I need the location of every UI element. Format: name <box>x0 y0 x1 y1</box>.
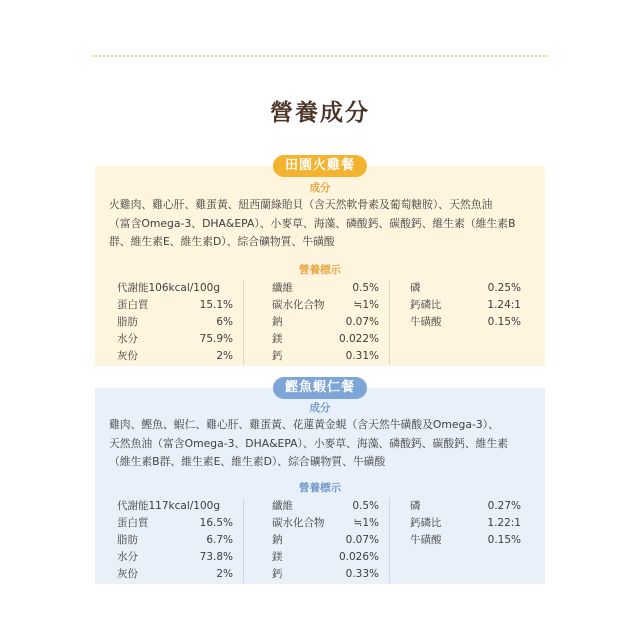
nutrition-heading: 營養標示 <box>299 263 341 276</box>
nutrient-label: 鈣 <box>272 349 283 362</box>
ingredients-line: （維生素B群、維生素E、維生素D）、綜合礦物質、牛磺酸 <box>109 455 386 468</box>
nutrient-value: 0.33% <box>345 567 379 580</box>
nutrient-label: 磷 <box>410 499 421 512</box>
nutrition-column <box>244 280 390 365</box>
nutrient-label: 鎂 <box>272 550 283 563</box>
nutrition-row <box>410 498 521 515</box>
ingredients-line: 雞肉、鰹魚、蝦仁、雞心肝、雞蛋黃、花蓮黃金蜆（含天然牛磺酸及Omega-3）、 <box>109 418 499 431</box>
nutrition-table <box>109 498 531 583</box>
nutrition-table <box>109 280 531 365</box>
nutrient-value: 73.8% <box>199 550 233 563</box>
nutrient-label: 纖維 <box>272 281 293 294</box>
nutrient-label: 鈉 <box>272 533 283 546</box>
nutrient-label: 灰份 <box>117 567 138 580</box>
ingredients-text <box>109 416 531 472</box>
nutrition-column <box>244 498 390 583</box>
nutrition-row <box>272 297 379 314</box>
nutrient-label: 牛磺酸 <box>410 533 442 546</box>
nutrition-row <box>117 515 233 532</box>
nutrient-label: 水分 <box>117 332 138 345</box>
nutrient-value: ≒1% <box>353 298 379 311</box>
ingredients-text <box>109 196 531 252</box>
dotted-divider <box>92 55 548 57</box>
nutrient-label: 鈣磷比 <box>410 516 442 529</box>
nutrition-row <box>117 348 233 365</box>
nutrient-value: 0.27% <box>487 499 521 512</box>
nutrient-label: 代謝能106kcal/100g <box>117 281 220 294</box>
nutrition-row <box>117 566 233 583</box>
nutrition-row <box>410 297 521 314</box>
nutrient-value: 2% <box>216 349 233 362</box>
nutrition-row <box>117 549 233 566</box>
nutrient-label: 牛磺酸 <box>410 315 442 328</box>
nutrition-row <box>272 566 379 583</box>
nutrition-column <box>390 498 531 583</box>
nutrition-column <box>390 280 531 365</box>
nutrient-value: 2% <box>216 567 233 580</box>
nutrition-row <box>272 532 379 549</box>
ingredients-line: 群、維生素E、維生素D）、綜合礦物質、牛磺酸 <box>109 235 335 248</box>
nutrient-label: 水分 <box>117 550 138 563</box>
nutrition-row <box>117 532 233 549</box>
nutrient-label: 脂肪 <box>117 315 138 328</box>
ingredients-line: 火雞肉、雞心肝、雞蛋黃、紐西蘭綠貽貝（含天然軟骨素及葡萄糖胺）、天然魚油 <box>109 198 493 211</box>
nutrition-row <box>410 532 521 549</box>
nutrient-value: 0.5% <box>352 281 379 294</box>
nutrition-row <box>410 280 521 297</box>
nutrient-value: 0.15% <box>487 533 521 546</box>
nutrition-row <box>272 314 379 331</box>
nutrient-value: 0.5% <box>352 499 379 512</box>
nutrition-row <box>410 314 521 331</box>
nutrient-value: 75.9% <box>199 332 233 345</box>
nutrient-value: 0.15% <box>487 315 521 328</box>
nutrition-column <box>109 280 244 365</box>
nutrient-value: 6.7% <box>206 533 233 546</box>
nutrient-value: 0.07% <box>345 315 379 328</box>
nutrient-value: 6% <box>216 315 233 328</box>
nutrient-label: 蛋白質 <box>117 298 149 311</box>
nutrient-label: 碳水化合物 <box>272 516 325 529</box>
turkey-meal-panel <box>95 158 545 366</box>
nutrient-value: 0.022% <box>338 332 379 345</box>
ingredients-line: （富含Omega-3、DHA&EPA）、小麥草、海藻、磷酸鈣、碳酸鈣、維生素（維生素B <box>109 216 516 230</box>
nutrient-label: 蛋白質 <box>117 516 149 529</box>
nutrient-value: 0.31% <box>345 349 379 362</box>
nutrition-row <box>117 331 233 348</box>
nutrient-label: 鈣磷比 <box>410 298 442 311</box>
nutrient-label: 鎂 <box>272 332 283 345</box>
nutrition-row <box>117 498 233 515</box>
nutrient-value: 15.1% <box>199 298 233 311</box>
nutrition-column <box>109 498 244 583</box>
nutrition-row <box>410 515 521 532</box>
nutrient-value: ≒1% <box>353 516 379 529</box>
panel-title-badge: 田園火雞餐 <box>273 155 367 177</box>
ingredients-line: 天然魚油（富含Omega-3、DHA&EPA）、小麥草、海藻、磷酸鈣、碳酸鈣、維生素 <box>109 436 509 450</box>
nutrition-row <box>272 549 379 566</box>
page-title: 營養成分 <box>270 100 370 126</box>
nutrient-label: 碳水化合物 <box>272 298 325 311</box>
bonito-shrimp-meal-panel <box>95 380 545 584</box>
nutrient-value: 1.24:1 <box>487 298 521 311</box>
nutrient-value: 0.026% <box>338 550 379 563</box>
nutrition-row <box>117 297 233 314</box>
nutrient-label: 鈣 <box>272 567 283 580</box>
nutrient-value: 0.07% <box>345 533 379 546</box>
nutrition-row <box>272 515 379 532</box>
ingredients-heading: 成分 <box>309 182 331 194</box>
nutrition-row <box>272 280 379 297</box>
nutrition-heading: 營養標示 <box>299 481 341 494</box>
ingredients-heading: 成分 <box>309 402 331 414</box>
nutrient-label: 磷 <box>410 281 421 294</box>
nutrient-label: 灰份 <box>117 349 138 362</box>
nutrient-value: 0.25% <box>487 281 521 294</box>
nutrient-label: 代謝能117kcal/100g <box>117 499 220 512</box>
nutrient-value: 16.5% <box>199 516 233 529</box>
nutrient-label: 纖維 <box>272 499 293 512</box>
nutrient-label: 脂肪 <box>117 533 138 546</box>
nutrition-row <box>272 498 379 515</box>
nutrition-row <box>117 280 233 297</box>
nutrition-row <box>272 331 379 348</box>
nutrition-row <box>272 348 379 365</box>
nutrient-value: 1.22:1 <box>487 516 521 529</box>
nutrition-row <box>117 314 233 331</box>
nutrient-label: 鈉 <box>272 315 283 328</box>
panel-title-badge: 鰹魚蝦仁餐 <box>273 377 367 399</box>
